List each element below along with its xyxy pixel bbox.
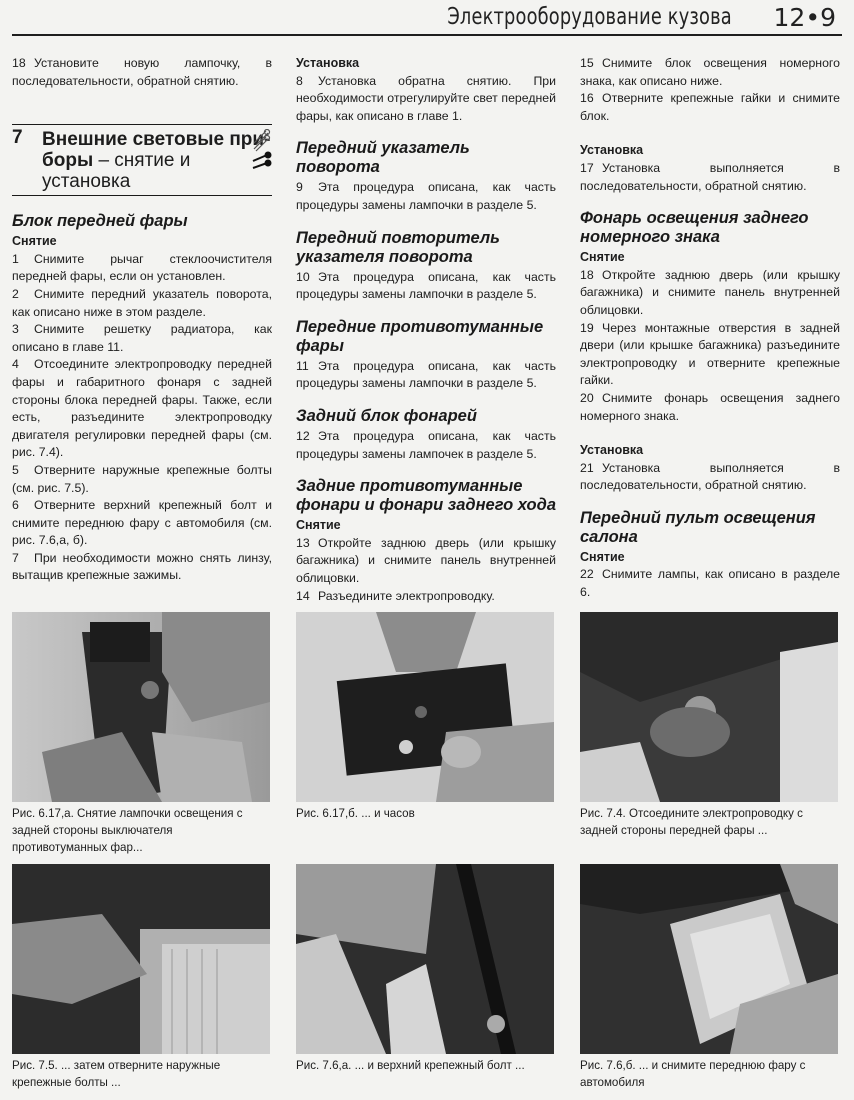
- step-15: 15 Снимите блок освещения номерного знака, как описано ниже.: [580, 56, 840, 88]
- text-column-2: [296, 55, 556, 605]
- photo-fig-7-6a: [296, 864, 554, 1054]
- caption-fig-6-17b: Рис. 6.17,б. ... и часов: [296, 806, 415, 820]
- caption-fig-7-5: Рис. 7.5. ... затем отверните наружные крепежные болты ...: [12, 1058, 221, 1089]
- text-column-1: [12, 55, 272, 585]
- step-18-intro: 18 Установите новую лампочку, в последовательности, обратной снятию.: [12, 56, 272, 88]
- step-12: 12 Эта процедура описана, как часть процедуры замены лампочек в разделе 5.: [296, 428, 556, 461]
- photo-fig-7-6b: [580, 864, 838, 1054]
- caption-fig-7-6a: Рис. 7.6,а. ... и верхний крепежный болт ...: [296, 1058, 525, 1072]
- step-8: 8 Установка обратна снятию. При необходимости отрегулируйте свет передней фары, как описано в главе 1.: [296, 73, 556, 123]
- step-2: 2 Снимите передний указатель поворота, как описано ниже в этом разделе.: [12, 286, 272, 319]
- step-22: 22 Снимите лампы, как описано в разделе 6.: [580, 567, 840, 600]
- step-3: 3 Снимите решетку радиатора, как описано в главе 11.: [12, 322, 272, 354]
- subheading-removal: Снятие: [296, 518, 341, 533]
- subheading-installation: Установка: [296, 56, 360, 70]
- section-number: 7: [12, 127, 23, 149]
- step-7: 7 При необходимости можно снять линзу, вытащив крепежные зажимы.: [12, 550, 272, 583]
- step-17: 17 Установка выполняется в последовательности, обратной снятию.: [580, 160, 840, 193]
- heading-front-turn-signal: Передний указатель поворота: [296, 139, 470, 177]
- step-13: 13 Откройте заднюю дверь (или крышку багажника) и снимите панель внутренней облицовки.: [296, 535, 556, 585]
- page-header-title: Электрооборудование кузова: [447, 4, 732, 30]
- step-11: 11 Эта процедура описана, как часть процедуры замены лампочки в разделе 5.: [296, 358, 556, 391]
- heading-rear-fog-reversing: Задние противотуманные фонари и фонари заднего хода: [296, 477, 557, 515]
- photo-fig-6-17b: [296, 612, 554, 802]
- heading-interior-light-console: Передний пульт освещения салона: [580, 508, 816, 546]
- subheading-installation: Установка: [580, 143, 644, 158]
- subheading-removal: Снятие: [580, 549, 625, 564]
- step-6: 6 Отверните верхний крепежный болт и снимите переднюю фару с автомобиля (см. рис. 7.6,а, б).: [12, 498, 272, 548]
- step-19: 19 Через монтажные отверстия в задней двери (или крышке багажника) разъедините электропроводку и отверните крепежные гайки.: [580, 320, 840, 388]
- step-5: 5 Отверните наружные крепежные болты (см. рис. 7.5).: [12, 462, 272, 495]
- step-10: 10 Эта процедура описана, как часть процедуры замены лампочки в разделе 5.: [296, 269, 556, 302]
- photo-fig-6-17a: [12, 612, 270, 802]
- heading-rear-light-cluster: Задний блок фонарей: [296, 406, 477, 425]
- step-14: 14 Разъедините электропроводку.: [296, 588, 495, 603]
- caption-fig-6-17a: Рис. 6.17,а. Снятие лампочки освещения с задней стороны выключателя противотуманных фар...: [12, 806, 243, 854]
- photo-fig-7-4: [580, 612, 838, 802]
- subheading-installation: Установка: [580, 443, 644, 458]
- heading-front-fog-lights: Передние противотуманные фары: [296, 317, 544, 355]
- subheading-removal: Снятие: [12, 234, 57, 249]
- heading-number-plate-light: Фонарь освещения заднего номерного знака: [580, 209, 809, 247]
- step-4: 4 Отсоедините электропроводку передней фары и габаритного фонаря с задней стороны блока передней фары. Также, если есть, разъедините электропроводку двигателя регулировки передней фары (см. рис. 7.4).: [12, 357, 272, 460]
- page-header: [12, 0, 842, 36]
- photo-fig-7-5: [12, 864, 270, 1054]
- step-1: 1 Снимите рычаг стеклоочистителя передней фары, если он установлен.: [12, 251, 272, 284]
- subheading-removal: Снятие: [580, 250, 625, 265]
- heading-headlight-unit: Блок передней фары: [12, 212, 188, 231]
- caption-fig-7-6b: Рис. 7.6,б. ... и снимите переднюю фару с автомобиля: [580, 1058, 806, 1089]
- wrench-spanner-icon: [250, 129, 272, 171]
- section-title-line2: боры – снятие и установка: [42, 150, 191, 193]
- section-heading: [12, 124, 272, 196]
- step-18: 18 Откройте заднюю дверь (или крышку багажника) и снимите панель внутренней облицовки.: [580, 267, 840, 317]
- page-number: 12•9: [773, 3, 836, 32]
- section-title-line1: Внешние световые при-: [42, 129, 271, 151]
- step-9: 9 Эта процедура описана, как часть процедуры замены лампочки в разделе 5.: [296, 180, 556, 212]
- caption-fig-7-4: Рис. 7.4. Отсоедините электропроводку с задней стороны передней фары ...: [580, 806, 803, 837]
- heading-turn-repeater: Передний повторитель указателя поворота: [296, 228, 500, 266]
- step-20: 20 Снимите фонарь освещения заднего номерного знака.: [580, 390, 840, 423]
- step-16: 16 Отверните крепежные гайки и снимите блок.: [580, 91, 840, 123]
- step-21: 21 Установка выполняется в последовательности, обратной снятию.: [580, 460, 840, 493]
- text-column-3: [580, 55, 840, 602]
